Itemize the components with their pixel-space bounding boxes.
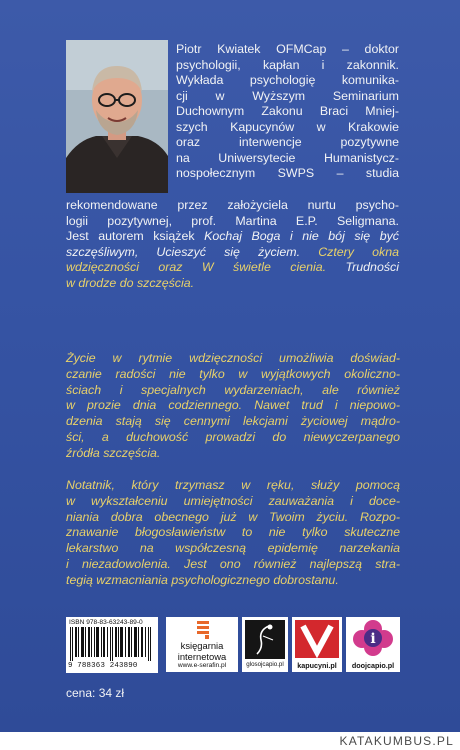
barcode-icon <box>70 627 154 661</box>
doojcapio-flower-icon <box>346 617 400 661</box>
bio-line: nospołecznym SWPS – studia <box>176 166 399 180</box>
kapucyni-label: kapucyni.pl <box>297 661 337 670</box>
book-title-cztery-okna: Cztery okna <box>300 244 399 259</box>
bio-line: Piotr Kwiatek OFMCap – doktor <box>176 42 399 56</box>
blurb-paragraph-2 <box>66 478 400 589</box>
blurb-line: niania dobra obecnego już w Twoim życiu. Rozpo- <box>66 509 400 524</box>
ksiegarnia-label: księgarnia <box>180 640 224 651</box>
logo-ksiegarnia <box>166 617 238 672</box>
isbn-label: ISBN 978-83-63243-89-0 <box>69 619 143 626</box>
glosojcapio-figure-icon <box>245 620 285 659</box>
blurb-line: czanie radości nie tylko w wyjątkowych okoliczno- <box>66 366 400 381</box>
bio-line: cji w Wyższym Seminarium <box>176 88 399 103</box>
blurb-line: w wykształceniu umiejętności zauważania i doce- <box>66 493 400 508</box>
bio-line <box>66 276 399 292</box>
ksiegarnia-mark-icon <box>197 621 209 639</box>
author-bio-full <box>66 198 399 291</box>
bio-line <box>66 260 399 276</box>
author-portrait-image <box>66 40 168 193</box>
ksiegarnia-url: www.e-serafin.pl <box>177 662 227 669</box>
watermark: KATAKUMBUS.PL <box>339 734 454 748</box>
bio-line: psychologii, kapłan i zakonnik. <box>176 57 399 72</box>
glosojcapio-label: glosojcapio.pl <box>246 661 284 668</box>
book-title-cztery-okna-cont: wdzięczności oraz W świetle cienia. <box>66 260 327 274</box>
kapucyni-mark <box>295 620 339 658</box>
bio-line: na Uniwersytecie Humanistycz- <box>176 150 399 165</box>
logo-kapucyni <box>292 617 342 672</box>
bio-line <box>66 245 399 261</box>
svg-text:i: i <box>370 631 376 647</box>
bio-line: rekomendowane przez założyciela nurtu psycho- <box>66 198 399 212</box>
blurb-line: lekarstwo na współczesną epidemię narzekania <box>66 541 400 556</box>
bio-line: logii pozytywnej, prof. Martina E.P. Seligmana. <box>66 213 399 228</box>
blurb-line: tegią wzmacniania psychologicznego dobrostanu. <box>66 572 339 587</box>
kapucyni-v-icon <box>295 620 339 658</box>
blurb-line: dzenia stają się cennymi lekcjami życiowej mądro- <box>66 414 400 429</box>
blurb-line: i niezadowolenia. Jest ono również najlepszą stra- <box>66 556 400 571</box>
blurb-paragraph-1 <box>66 351 400 462</box>
blurb-line: Notatnik, który trzymasz w ręku, służy pomocą <box>66 478 400 492</box>
bio-line: oraz interwencje pozytywne <box>176 135 399 149</box>
bio-line <box>66 229 399 245</box>
blurb-line: ściach i specjalnych wydarzeniach, ale również <box>66 382 400 397</box>
book-title-trudnosci: Trudności <box>326 260 399 274</box>
author-photo <box>66 40 168 193</box>
blurb-line: znawanie błogosławieństw to nie tylko skuteczne <box>66 525 400 540</box>
isbn-barcode <box>66 617 158 673</box>
blurb-line: w prozie dnia codziennego. Nawet trud i niepowo- <box>66 398 400 413</box>
book-title-trudnosci-cont: w drodze do szczęścia. <box>66 275 195 290</box>
bio-line: szych Kapucynów w Krakowie <box>176 119 399 134</box>
bio-line: Duchownym Zakonu Braci Mniej- <box>176 104 399 118</box>
bio-books-prefix: Jest autorem książek <box>66 229 205 243</box>
book-title-kochaj-boga: Kochaj Boga i nie bój się być <box>204 229 399 243</box>
blurb-line: Życie w rytmie wdzięczności umożliwia doświad- <box>66 351 400 365</box>
price-label: cena: 34 zł <box>66 686 125 700</box>
book-title-ucieszyc: szczęśliwym, Ucieszyć się życiem. <box>66 244 301 259</box>
logo-doojcapio <box>346 617 400 672</box>
glosojcapio-mark <box>245 620 285 659</box>
blurb-line: źródła szczęścia. <box>66 445 161 460</box>
logo-glosojcapio <box>242 617 288 672</box>
author-bio-right <box>176 42 399 182</box>
blurb-line: ści, a duchowość prowadzi do niewyczerpanego <box>66 429 400 444</box>
internetowa-label: internetowa <box>177 651 227 662</box>
isbn-digits: 9 788363 243890 <box>68 662 138 670</box>
doojcapio-label: doojcapio.pl <box>351 661 395 670</box>
bio-line: Wykłada psychologię komunika- <box>176 73 399 87</box>
